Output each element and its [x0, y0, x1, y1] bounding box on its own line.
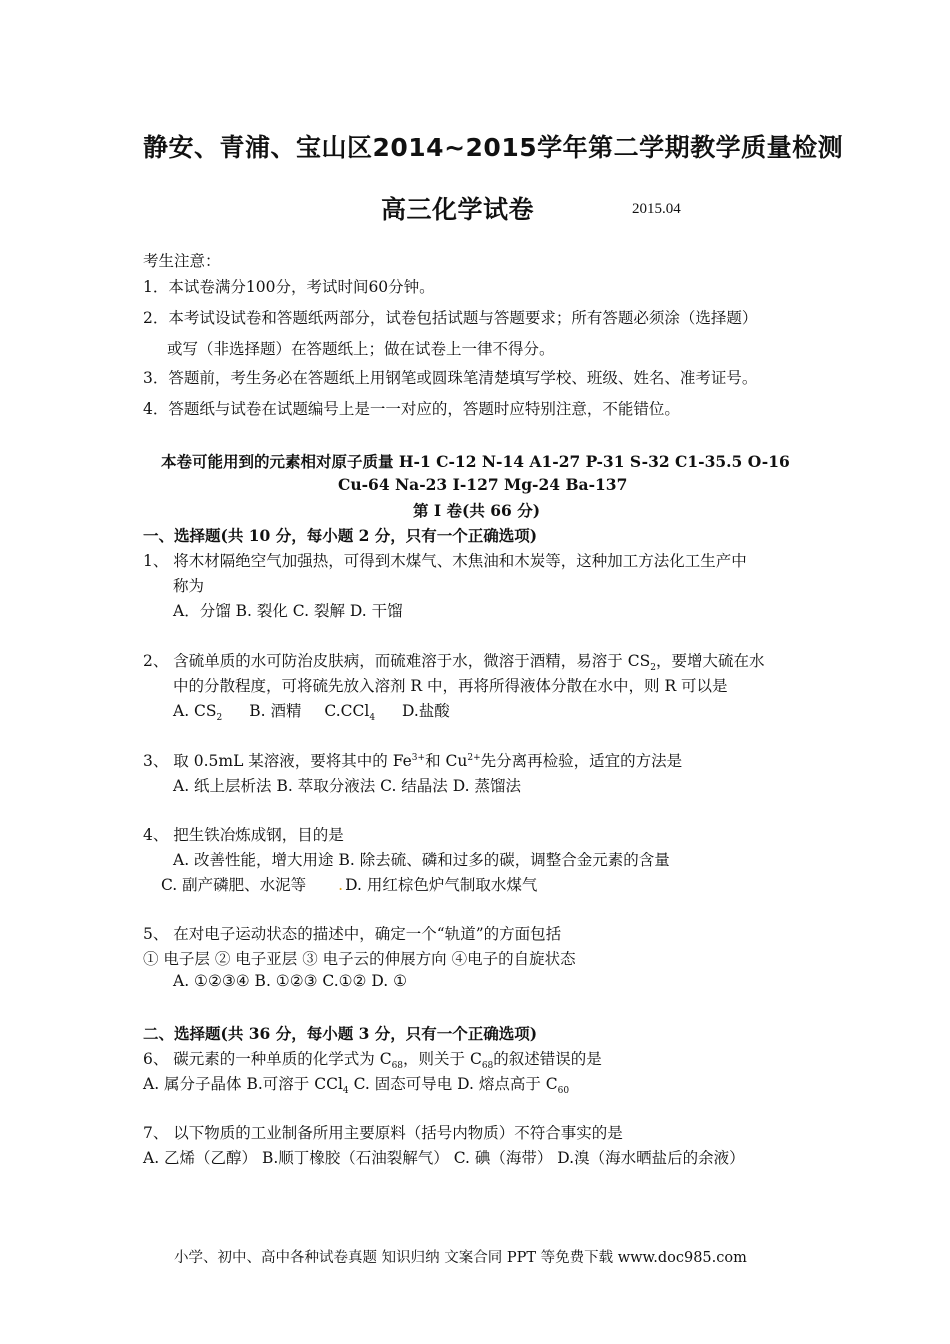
q6-opt-sub1: 4	[342, 1086, 349, 1097]
q4-dot: .	[338, 876, 344, 894]
section2-title: 二、选择题(共 36 分，每小题 3 分，只有一个正确选项)	[143, 1024, 538, 1043]
q6-option-ab: A. 属分子晶体 B.可溶于 CCl	[143, 1075, 343, 1093]
notice-item-1: 1．本试卷满分100分，考试时间60分钟。	[143, 278, 435, 296]
q6-sub1: 68	[391, 1061, 404, 1072]
q1-line2: 称为	[173, 577, 205, 595]
q4-line3	[161, 873, 537, 895]
q2-line1-a: 2、 含硫单质的水可防治皮肤病，而硫难溶于水，微溶于酒精，易溶于 CS	[143, 652, 651, 670]
notice-item-4: 4．答题纸与试卷在试题编号上是一一对应的，答题时应特别注意，不能错位。	[143, 400, 680, 418]
q6-option-cd: C. 固态可导电 D. 熔点高于 C	[348, 1075, 558, 1093]
notice-item-3: 3．答题前，考生务必在答题纸上用钢笔或圆珠笔清楚填写学校、班级、姓名、准考证号。	[143, 369, 758, 387]
q4-line1: 4、 把生铁冶炼成钢，目的是	[143, 826, 344, 844]
q6-options	[143, 1072, 570, 1097]
q1-line1: 1、 将木材隔绝空气加强热，可得到木煤气、木焦油和木炭等，这种加工方法化工生产中	[143, 552, 747, 570]
q7-line1: 7、 以下物质的工业制备所用主要原料（括号内物质）不符合事实的是	[143, 1124, 623, 1142]
q6-line1	[143, 1047, 602, 1072]
q6-opt-sub2: 60	[557, 1086, 570, 1097]
exam-title-line1: 静安、青浦、宝山区2014~2015学年第二学期教学质量检测	[143, 133, 844, 162]
q2-option-a: A. CS	[173, 702, 217, 720]
q3-options: A. 纸上层析法 B. 萃取分液法 C. 结晶法 D. 蒸馏法	[173, 777, 521, 795]
q1-options: A．分馏 B. 裂化 C. 裂解 D. 干馏	[173, 602, 403, 620]
section1-title: 一、选择题(共 10 分，每小题 2 分，只有一个正确选项)	[143, 526, 538, 545]
part1-title: 第 I 卷(共 66 分)	[413, 501, 541, 520]
q5-options: A. ①②③④ B. ①②③ C.①② D. ①	[173, 972, 407, 990]
atomic-masses-line1: 本卷可能用到的元素相对原子质量 H-1 C-12 N-14 A1-27 P-31 S-32 C1-35.5 O-16	[161, 452, 790, 471]
q7-line2: A. 乙烯（乙醇） B.顺丁橡胶（石油裂解气） C. 碘（海带） D.溴（海水晒盐后的余液）	[143, 1149, 745, 1167]
q3-sup1: 3+	[411, 752, 426, 763]
notice-item-2: 2．本考试设试卷和答题纸两部分，试卷包括试题与答题要求；所有答题必须涂（选择题）	[143, 309, 758, 327]
page-footer: 小学、初中、高中各种试卷真题 知识归纳 文案合同 PPT 等免费下载 www.doc985.com	[174, 1250, 747, 1266]
q5-line1: 5、 在对电子运动状态的描述中，确定一个“轨道”的方面包括	[143, 925, 562, 943]
q2-option-a-sub: 2	[216, 713, 223, 724]
q3-sup2: 2+	[467, 752, 481, 763]
notice-heading: 考生注意：	[143, 252, 221, 270]
q2-line1-b: ，要增大硫在水	[655, 652, 765, 670]
q6-line1-a: 6、 碳元素的一种单质的化学式为 C	[143, 1050, 392, 1068]
atomic-masses-line2: Cu-64 Na-23 I-127 Mg-24 Ba-137	[338, 475, 628, 494]
q2-line1	[143, 649, 765, 674]
q2-option-c-sub: 4	[369, 713, 376, 724]
q3-line1	[143, 749, 682, 771]
exam-date: 2015.04	[632, 201, 681, 217]
q6-line1-c: 的叙述错误的是	[493, 1050, 602, 1068]
exam-title-line2: 高三化学试卷	[381, 195, 535, 224]
q2-option-c: C.CCl	[324, 702, 370, 720]
q3-line1-a: 3、 取 0.5mL 某溶液，要将其中的 Fe	[143, 752, 412, 770]
q4-option-c: C. 副产磷肥、水泥等	[161, 876, 307, 894]
notice-item-2-cont: 或写（非选择题）在答题纸上；做在试卷上一律不得分。	[167, 340, 555, 358]
q6-line1-b: ，则关于 C	[403, 1050, 482, 1068]
q2-option-b: B. 酒精	[249, 702, 302, 720]
q4-line2: A. 改善性能，增大用途 B. 除去硫、磷和过多的碳，调整合金元素的含量	[173, 851, 670, 869]
q5-line2: ① 电子层 ② 电子亚层 ③ 电子云的伸展方向 ④电子的自旋状态	[143, 950, 576, 968]
q2-options	[173, 699, 450, 724]
q2-line2: 中的分散程度，可将硫先放入溶剂 R 中，再将所得液体分散在水中，则 R 可以是	[173, 677, 728, 695]
q6-sub2: 68	[481, 1061, 494, 1072]
q2-line1-sub: 2	[650, 663, 656, 674]
q3-line1-c: 先分离再检验，适宜的方法是	[480, 752, 683, 770]
q2-option-d: D.盐酸	[401, 702, 450, 720]
q3-line1-b: 和 Cu	[425, 752, 468, 770]
q4-option-d: D. 用红棕色炉气制取水煤气	[345, 876, 538, 894]
